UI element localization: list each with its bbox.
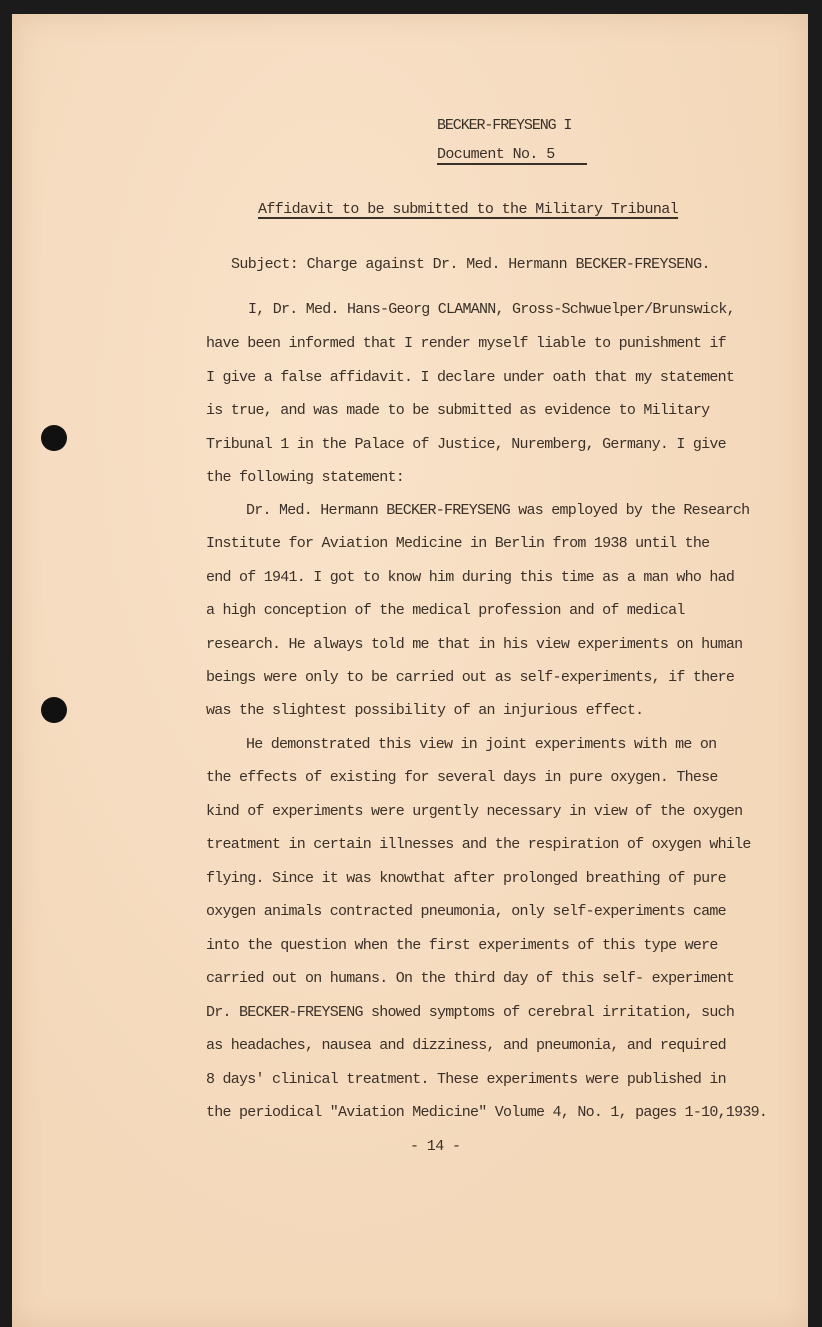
- text-line: a high conception of the medical profession and of medical: [206, 602, 685, 619]
- text-line: Dr. Med. Hermann BECKER-FREYSENG was employed by the Research: [246, 502, 750, 519]
- document-title: Affidavit to be submitted to the Military Tribunal: [258, 201, 679, 218]
- defendant-header: BECKER-FREYSENG I: [437, 117, 572, 134]
- text-line: treatment in certain illnesses and the respiration of oxygen while: [206, 836, 751, 853]
- text-line: Dr. BECKER-FREYSENG showed symptoms of cerebral irritation, such: [206, 1004, 735, 1021]
- text-line: the effects of existing for several days in pure oxygen. These: [206, 769, 718, 786]
- text-line: research. He always told me that in his view experiments on human: [206, 636, 743, 653]
- document-number-underline: [437, 163, 587, 165]
- text-line: flying. Since it was knowthat after prolonged breathing of pure: [206, 870, 726, 887]
- text-line: beings were only to be carried out as self-experiments, if there: [206, 669, 735, 686]
- text-line: I give a false affidavit. I declare under oath that my statement: [206, 369, 735, 386]
- text-line: is true, and was made to be submitted as evidence to Military: [206, 402, 710, 419]
- text-line: end of 1941. I got to know him during this time as a man who had: [206, 569, 735, 586]
- text-line: carried out on humans. On the third day of this self- experiment: [206, 970, 735, 987]
- document-number: Document No. 5: [437, 146, 555, 163]
- text-line: have been informed that I render myself liable to punishment if: [206, 335, 726, 352]
- page-number: - 14 -: [410, 1138, 461, 1155]
- text-line: 8 days' clinical treatment. These experiments were published in: [206, 1071, 726, 1088]
- text-line: was the slightest possibility of an injurious effect.: [206, 702, 644, 719]
- document-subject: Subject: Charge against Dr. Med. Hermann BECKER-FREYSENG.: [231, 256, 710, 273]
- text-line: into the question when the first experiments of this type were: [206, 937, 718, 954]
- text-line: the periodical "Aviation Medicine" Volume 4, No. 1, pages 1-10,1939.: [206, 1104, 768, 1121]
- text-line: Institute for Aviation Medicine in Berlin from 1938 until the: [206, 535, 710, 552]
- punch-hole: [41, 697, 67, 723]
- punch-hole: [41, 425, 67, 451]
- text-line: Tribunal 1 in the Palace of Justice, Nuremberg, Germany. I give: [206, 436, 726, 453]
- text-line: as headaches, nausea and dizziness, and pneumonia, and required: [206, 1037, 726, 1054]
- text-line: oxygen animals contracted pneumonia, only self-experiments came: [206, 903, 726, 920]
- text-line: the following statement:: [206, 469, 405, 486]
- text-line: He demonstrated this view in joint experiments with me on: [246, 736, 717, 753]
- text-line: I, Dr. Med. Hans-Georg CLAMANN, Gross-Schwuelper/Brunswick,: [248, 301, 735, 318]
- text-line: kind of experiments were urgently necessary in view of the oxygen: [206, 803, 743, 820]
